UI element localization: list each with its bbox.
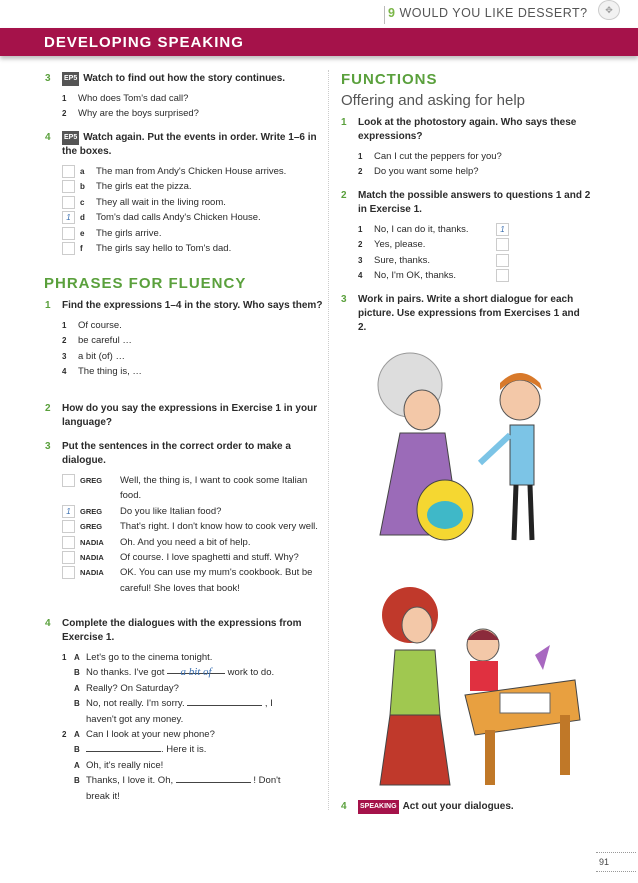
banner-title: DEVELOPING SPEAKING [44, 34, 244, 51]
dialogue-line [80, 565, 320, 596]
text: be careful … [78, 335, 132, 347]
dialogue-line [62, 742, 324, 757]
section-banner [0, 28, 638, 56]
answer-box[interactable] [62, 227, 75, 240]
text: Really? On Saturday? [86, 682, 179, 694]
text: NADIA [80, 568, 104, 578]
exercise-number: 4 [45, 132, 51, 143]
dialogue-line [80, 473, 320, 504]
list-item [62, 349, 324, 364]
list-item [62, 91, 324, 106]
text: Oh. And you need a bit of help. [120, 536, 251, 548]
item-number: 2 [45, 403, 51, 414]
answer-item [358, 253, 598, 268]
answer-item [358, 222, 598, 237]
dialogue-line [80, 550, 320, 565]
text: No, I'm OK, thanks. [374, 270, 457, 282]
text: ! Don't break it! [86, 775, 281, 802]
answer-box[interactable] [62, 180, 75, 193]
phrases-exercise-4 [45, 617, 324, 804]
item-number: d [80, 213, 85, 223]
answer-blank[interactable] [176, 774, 251, 783]
item-number: 3 [358, 255, 363, 265]
item-number: c [80, 197, 85, 207]
item-number: 1 [62, 321, 67, 330]
text: The girls eat the pizza. [96, 181, 192, 193]
video-icon: EP5 [62, 72, 79, 86]
text: a bit (of) … [78, 350, 125, 362]
text: Yes, please. [374, 239, 426, 251]
functions-exercise-1 [341, 116, 598, 180]
item-number: 2 [62, 730, 67, 740]
item-number: 3 [341, 294, 347, 305]
text: The girls say hello to Tom's dad. [96, 243, 232, 255]
answer-box[interactable] [496, 254, 509, 267]
text: B [74, 745, 80, 755]
text: GREG [80, 476, 103, 485]
dialogue-1 [62, 650, 324, 727]
item-number: a [80, 167, 85, 176]
phrases-exercise-1 [45, 299, 324, 380]
answer-box[interactable] [62, 551, 75, 564]
text: GREG [80, 506, 103, 516]
navigation-compass-icon[interactable]: ✥ [598, 0, 620, 20]
event-item [80, 241, 324, 256]
dialogue-line [80, 535, 320, 550]
unit-number: 9 [388, 6, 396, 20]
text: The man from Andy's Chicken House arrives. [96, 166, 287, 177]
functions-exercise-4 [341, 800, 598, 814]
answer-blank[interactable] [86, 743, 161, 752]
exercise-4-order [45, 131, 324, 256]
dialogue-line [62, 650, 324, 665]
text: Let's go to the cinema tonight. [86, 652, 213, 663]
text: B [74, 699, 80, 709]
exercise-title: Complete the dialogues with the expressions from Exercise 1. [62, 618, 302, 643]
text: Who does Tom's dad call? [78, 93, 189, 104]
item-number: 4 [341, 801, 347, 812]
list-item [62, 318, 324, 333]
exercise-title: Match the possible answers to questions 1 and 2 in Exercise 1. [358, 190, 591, 215]
text: That's right. I don't know how to cook very well. [120, 521, 318, 533]
functions-subtitle: Offering and asking for help [341, 92, 526, 109]
item-number: 2 [62, 109, 67, 119]
item-number: 1 [62, 653, 67, 662]
answer-box[interactable]: 1 [62, 211, 75, 224]
dialogue-line [62, 758, 324, 773]
list-item [62, 106, 324, 121]
item-number: 1 [45, 300, 51, 311]
exercise-title: Put the sentences in the correct order to make a dialogue. [62, 441, 291, 466]
text: Can I look at your new phone? [86, 729, 215, 741]
dialogue-line [62, 681, 324, 696]
illustration-grandma-and-boy [350, 345, 590, 550]
text: Of course. I love spaghetti and stuff. Why? [120, 552, 299, 564]
event-item [80, 195, 324, 210]
unit-title: WOULD YOU LIKE DESSERT? [399, 6, 588, 20]
dialogue-line [62, 773, 282, 804]
text: NADIA [80, 537, 104, 547]
text: Why are the boys surprised? [78, 108, 199, 120]
text: Well, the thing is, I want to cook some Italian food. [120, 475, 308, 502]
item-number: 2 [358, 240, 363, 250]
video-icon: EP5 [62, 131, 79, 145]
dialogue-line [80, 519, 320, 534]
text: , I haven't got any money. [86, 698, 273, 725]
text: B [74, 776, 80, 786]
text: Can I cut the peppers for you? [374, 151, 502, 162]
text: B [74, 668, 80, 678]
answer-box[interactable] [62, 566, 75, 579]
item-number: e [80, 228, 85, 238]
text: A [74, 730, 80, 740]
dialogue-line [62, 696, 292, 727]
text: Of course. [78, 320, 122, 331]
exercise-title: Watch to find out how the story continues. [83, 73, 286, 84]
text: No, not really. I'm sorry. [86, 698, 185, 710]
unit-header [384, 6, 588, 24]
text: OK. You can use my mum's cookbook. But be careful! She loves that book! [120, 567, 313, 594]
text: The girls arrive. [96, 227, 162, 239]
text: Thanks, I love it. Oh, [86, 775, 174, 787]
answer-box[interactable] [62, 520, 75, 533]
text: a bit of [180, 666, 212, 679]
answer-item [358, 237, 598, 252]
item-number: 2 [341, 190, 347, 201]
answer-box[interactable] [62, 165, 75, 178]
answer-box[interactable]: 1 [62, 505, 75, 518]
text: A [74, 683, 80, 693]
text: They all wait in the living room. [96, 196, 226, 208]
functions-heading: FUNCTIONS [341, 71, 438, 88]
exercise-number: 3 [45, 73, 51, 84]
exercise-title: Watch again. Put the events in order. Write 1–6 in the boxes. [62, 132, 317, 157]
text: Tom's dad calls Andy's Chicken House. [96, 212, 261, 224]
item-number: 2 [62, 336, 67, 346]
exercise-title: Find the expressions 1–4 in the story. Who says them? [62, 300, 323, 311]
text: A [74, 760, 80, 770]
item-number: 4 [358, 271, 363, 281]
text: Do you want some help? [374, 166, 479, 178]
answer-blank[interactable] [187, 697, 262, 706]
item-number: 4 [45, 618, 51, 629]
text: GREG [80, 522, 103, 532]
phrases-exercise-2 [45, 402, 324, 430]
illustration-mother-and-girl [375, 575, 585, 795]
answer-box[interactable] [62, 196, 75, 209]
text: The thing is, … [78, 366, 142, 378]
event-item [80, 226, 324, 241]
item-number: f [80, 244, 83, 254]
list-item [62, 333, 324, 348]
item-number: 1 [358, 225, 363, 234]
dialogue-line [62, 665, 324, 680]
answer-blank[interactable] [167, 665, 225, 679]
item-number: 3 [62, 351, 67, 361]
item-number: 4 [62, 367, 67, 377]
answer-box[interactable] [62, 242, 75, 255]
list-item [62, 364, 324, 379]
exercise-title: Act out your dialogues. [402, 801, 514, 812]
item-number: b [80, 182, 85, 192]
dialogue-line [62, 727, 324, 742]
answer-box[interactable] [496, 269, 509, 282]
event-item [80, 179, 324, 194]
item-number: 2 [358, 167, 363, 177]
functions-exercise-3 [341, 293, 590, 335]
answer-box[interactable]: 1 [496, 223, 509, 236]
functions-exercise-2 [341, 189, 598, 284]
exercise-title: Work in pairs. Write a short dialogue for each picture. Use expressions from Exercises 1 and 2. [358, 294, 580, 333]
speaking-tag: SPEAKING [358, 800, 399, 814]
text: Oh, it's really nice! [86, 759, 164, 771]
text: No, I can do it, thanks. [374, 224, 469, 235]
phrases-for-fluency-heading: PHRASES FOR FLUENCY [44, 275, 247, 292]
item-number: 3 [45, 441, 51, 452]
text: NADIA [80, 553, 104, 563]
text: A [74, 653, 80, 662]
list-item [358, 149, 598, 164]
exercise-title: How do you say the expressions in Exercise 1 in your language? [62, 403, 318, 428]
text: No thanks. I've got [86, 667, 165, 679]
item-number: 1 [341, 117, 347, 128]
answer-box[interactable] [62, 536, 75, 549]
text: . Here it is. [161, 744, 207, 756]
answer-box[interactable] [62, 474, 75, 487]
text: Sure, thanks. [374, 254, 430, 266]
answer-item [358, 268, 598, 283]
text: Do you like Italian food? [120, 505, 222, 517]
item-number: 1 [62, 94, 67, 103]
text: work to do. [227, 667, 275, 679]
answer-box[interactable] [496, 238, 509, 251]
exercise-title: Look at the photostory again. Who says these expressions? [358, 117, 577, 142]
exercise-3-watch [45, 72, 324, 122]
list-item [358, 164, 598, 179]
event-item [66, 210, 324, 225]
event-item [80, 164, 324, 179]
phrases-exercise-3 [45, 440, 324, 596]
dialogue-2 [62, 727, 324, 804]
column-divider [328, 70, 329, 810]
item-number: 1 [358, 152, 363, 161]
page-number: 91 [596, 852, 636, 872]
dialogue-line [66, 504, 320, 519]
